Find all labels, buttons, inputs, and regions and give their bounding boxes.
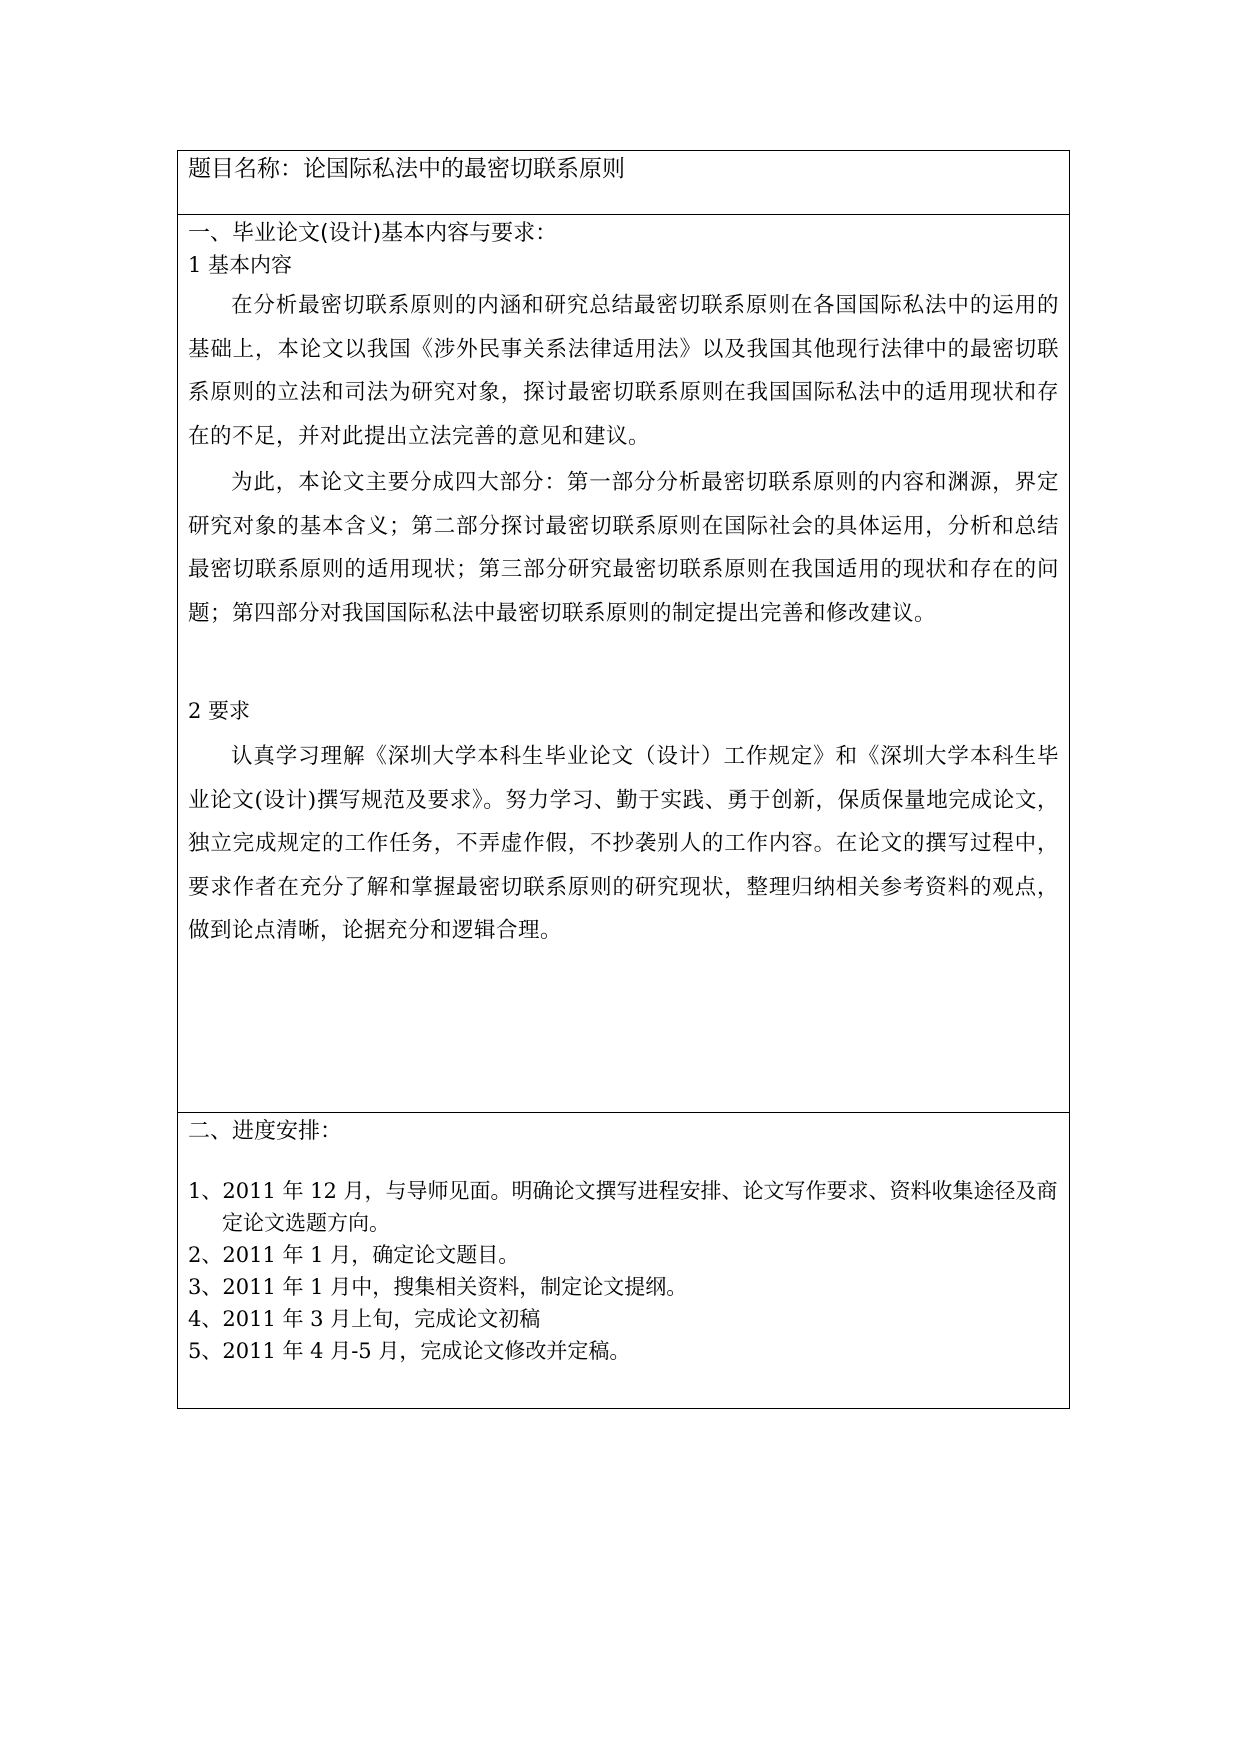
requirements-paragraph: 认真学习理解《深圳大学本科生毕业论文（设计）工作规定》和《深圳大学本科生毕业论文(设计)撰写规范及要求》。努力学习、勤于实践、勇于创新，保质保量地完成论文，独立完成规定的工作任务，不弄虚作假，不抄袭别人的工作内容。在论文的撰写过程中，要求作者在充分了解和掌握最密切联系原则的研究现状，整理归纳相关参考资料的观点，做到论点清晰，论据充分和逻辑合理。 — [188, 744, 1059, 943]
section2-heading: 二、进度安排： — [188, 1119, 343, 1144]
section1-heading: 一、毕业论文(设计)基本内容与要求： — [188, 221, 558, 246]
basic-content-heading: 1 基本内容 — [188, 253, 293, 277]
schedule-list — [188, 1175, 1059, 1367]
schedule-item: 4、2011 年 3 月上旬，完成论文初稿 — [188, 1307, 541, 1331]
basic-content-paragraph-1: 在分析最密切联系原则的内涵和研究总结最密切联系原则在各国国际私法中的运用的基础上，本论文以我国《涉外民事关系法律适用法》以及我国其他现行法律中的最密切联系原则的立法和司法为研究对象，探讨最密切联系原则在我国国际私法中的适用现状和存在的不足，并对此提出立法完善的意见和建议。 — [188, 293, 1059, 449]
schedule-item: 5、2011 年 4 月-5 月，完成论文修改并定稿。 — [188, 1339, 631, 1363]
title-row — [178, 151, 1069, 215]
schedule-item: 1、2011 年 12 月，与导师见面。明确论文撰写进程安排、论文写作要求、资料收集途径及商定论文选题方向。 — [188, 1179, 1058, 1235]
title-label: 题目名称： — [188, 156, 303, 182]
schedule-row — [178, 1113, 1069, 1408]
spacer — [188, 635, 1059, 695]
thesis-task-form — [177, 150, 1070, 1409]
content-requirements-row — [178, 215, 1069, 1113]
thesis-title — [188, 151, 1059, 185]
basic-content-paragraph-2: 为此，本论文主要分成四大部分：第一部分分析最密切联系原则的内容和渊源，界定研究对象的基本含义；第二部分探讨最密切联系原则在国际社会的具体运用，分析和总结最密切联系原则的适用现状；第三部分研究最密切联系原则在我国适用的现状和存在的问题；第四部分对我国国际私法中最密切联系原则的制定提出完善和修改建议。 — [188, 470, 1059, 626]
title-value: 论国际私法中的最密切联系原则 — [303, 156, 625, 182]
spacer — [188, 1147, 1059, 1175]
requirements-heading: 2 要求 — [188, 699, 251, 723]
schedule-item: 2、2011 年 1 月，确定论文题目。 — [188, 1243, 520, 1267]
schedule-item: 3、2011 年 1 月中，搜集相关资料，制定论文提纲。 — [188, 1275, 688, 1299]
